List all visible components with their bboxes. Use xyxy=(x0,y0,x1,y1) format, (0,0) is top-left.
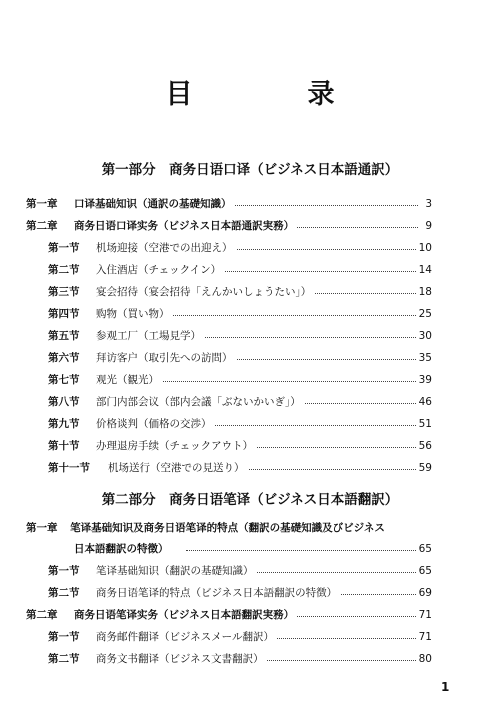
toc-section-11[interactable] xyxy=(48,460,432,476)
toc-section-5[interactable] xyxy=(48,328,432,344)
section-label: 第三节 xyxy=(48,286,80,298)
toc-section-9[interactable] xyxy=(48,416,432,432)
page-ref: 39 xyxy=(418,374,432,386)
section-label: 第五节 xyxy=(48,330,80,342)
toc-section-13[interactable] xyxy=(48,585,432,601)
chapter-label: 第二章 xyxy=(26,220,58,232)
section-label: 第四节 xyxy=(48,308,80,320)
toc-section-3[interactable] xyxy=(48,284,432,300)
section-title: 观光（観光） xyxy=(96,372,162,388)
page-ref: 18 xyxy=(418,286,432,298)
part-heading-2: 第二部分 商务日语笔译（ビジネス日本語翻訳） xyxy=(101,492,399,508)
section-title: 部门内部会议（部内会議「ぶないかいぎ」） xyxy=(96,394,304,410)
section-title: 机场迎接（空港での出迎え） xyxy=(96,240,236,256)
toc-chapter-2[interactable] xyxy=(26,218,432,234)
section-title: 购物（買い物） xyxy=(96,306,173,322)
toc-section-4[interactable] xyxy=(48,306,432,322)
page-title: 目 录 xyxy=(165,79,379,110)
toc-section-7[interactable] xyxy=(48,372,432,388)
toc-section-15[interactable] xyxy=(48,651,432,667)
page-ref: 14 xyxy=(418,264,432,276)
toc-chapter-3[interactable] xyxy=(26,541,432,557)
chapter-label: 第二章 xyxy=(26,609,58,621)
page-ref: 30 xyxy=(418,330,432,342)
page-ref: 35 xyxy=(418,352,432,364)
toc-section-14[interactable] xyxy=(48,629,432,645)
toc-chapter-1[interactable] xyxy=(26,196,432,212)
page-ref: 46 xyxy=(418,396,432,408)
toc-section-6[interactable] xyxy=(48,350,432,366)
chapter-title-cont: 日本語翻訳の特徴） xyxy=(74,541,172,557)
section-label: 第一节 xyxy=(48,631,80,643)
page-ref: 69 xyxy=(418,587,432,599)
page-ref: 59 xyxy=(418,462,432,474)
section-label: 第二节 xyxy=(48,653,80,665)
toc-section-1[interactable] xyxy=(48,240,432,256)
toc-section-10[interactable] xyxy=(48,438,432,454)
section-title: 商务邮件翻译（ビジネスメール翻訳） xyxy=(96,629,277,645)
section-label: 第二节 xyxy=(48,587,80,599)
section-title: 机场送行（空港での見送り） xyxy=(108,460,248,476)
page-ref: 10 xyxy=(418,242,432,254)
toc-chapter-3-line1[interactable] xyxy=(26,520,385,536)
page-ref: 51 xyxy=(418,418,432,430)
section-label: 第十一节 xyxy=(48,462,90,474)
section-label: 第八节 xyxy=(48,396,80,408)
chapter-label: 第一章 xyxy=(26,198,58,210)
section-label: 第二节 xyxy=(48,264,80,276)
chapter-title: 商务日语口译实务（ビジネス日本語通訳実務） xyxy=(74,218,297,234)
page-ref: 80 xyxy=(418,653,432,665)
section-label: 第一节 xyxy=(48,565,80,577)
page-ref: 71 xyxy=(418,631,432,643)
section-label: 第十节 xyxy=(48,440,80,452)
section-title: 商务文书翻译（ビジネス文書翻訳） xyxy=(96,651,267,667)
page-ref: 3 xyxy=(425,198,432,210)
section-title: 商务日语笔译的特点（ビジネス日本語翻訳の特徴） xyxy=(96,585,340,601)
chapter-title: 笔译基础知识及商务日语笔译的特点（翻訳の基礎知識及びビジネス xyxy=(70,522,385,534)
toc-section-2[interactable] xyxy=(48,262,432,278)
chapter-label: 第一章 xyxy=(26,522,58,534)
section-label: 第九节 xyxy=(48,418,80,430)
page-number: 1 xyxy=(441,680,450,694)
page-ref: 65 xyxy=(418,565,432,577)
section-title: 办理退房手续（チェックアウト） xyxy=(96,438,256,454)
section-title: 笔译基础知识（翻訳の基礎知識） xyxy=(96,563,257,579)
section-title: 参观工厂（工場見学） xyxy=(96,328,204,344)
dot-leader xyxy=(186,550,418,551)
section-label: 第一节 xyxy=(48,242,80,254)
page-ref: 9 xyxy=(425,220,432,232)
part-heading-1: 第一部分 商务日语口译（ビジネス日本語通訳） xyxy=(101,162,399,178)
section-label: 第七节 xyxy=(48,374,80,386)
page-ref: 65 xyxy=(418,543,432,555)
toc-section-12[interactable] xyxy=(48,563,432,579)
section-title: 价格谈判（価格の交渉） xyxy=(96,416,215,432)
page-ref: 56 xyxy=(418,440,432,452)
toc-chapter-4[interactable] xyxy=(26,607,432,623)
section-label: 第六节 xyxy=(48,352,80,364)
section-title: 入住酒店（チェックイン） xyxy=(96,262,224,278)
page-ref: 25 xyxy=(418,308,432,320)
toc-section-8[interactable] xyxy=(48,394,432,410)
section-title: 宴会招待（宴会招待「えんかいしょうたい」） xyxy=(96,284,314,300)
chapter-title: 口译基础知识（通訳の基礎知識） xyxy=(74,196,235,212)
section-title: 拜访客户（取引先への訪問） xyxy=(96,350,236,366)
chapter-title: 商务日语笔译实务（ビジネス日本語翻訳実務） xyxy=(74,607,297,623)
page-ref: 71 xyxy=(418,609,432,621)
